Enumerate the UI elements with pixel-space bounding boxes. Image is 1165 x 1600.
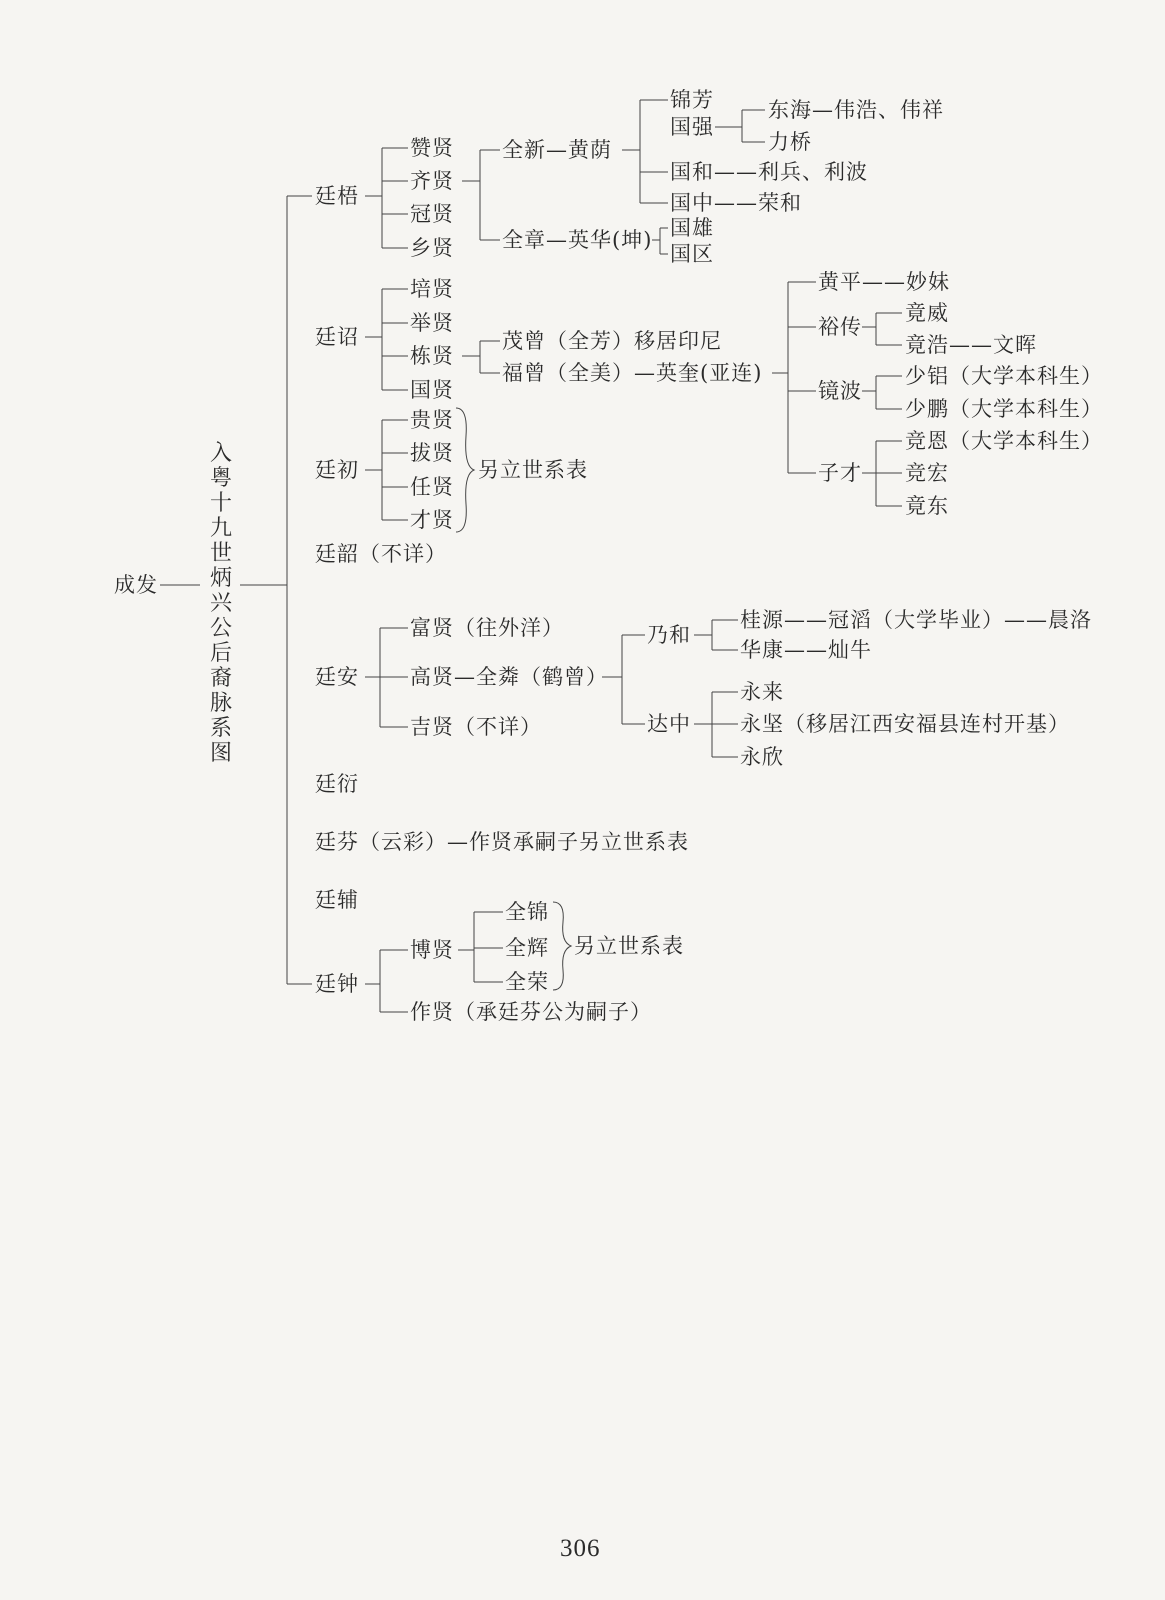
node-tingshao: 廷韶（不详）	[315, 542, 447, 566]
node-quanzhang: 全章—英华(坤)	[502, 228, 653, 252]
node-jingdong: 竟东	[905, 494, 949, 518]
node-tingan: 廷安	[315, 665, 359, 689]
node-tingzhao: 廷诏	[315, 325, 359, 349]
node-yongxin: 永欣	[740, 745, 784, 769]
node-yonglai: 永来	[740, 680, 784, 704]
node-shaopeng: 少鹏（大学本科生）	[905, 397, 1103, 421]
node-xiangxian: 乡贤	[410, 236, 454, 260]
node-zuoxian: 作贤（承廷芬公为嗣子）	[410, 1000, 652, 1024]
node-baxian: 拔贤	[410, 441, 454, 465]
node-qixian: 齐贤	[410, 169, 454, 193]
node-caixian: 才贤	[410, 508, 454, 532]
node-fuzeng: 福曾（全美）—英奎(亚连)	[502, 361, 763, 385]
node-jingwei: 竟威	[905, 301, 949, 325]
node-jingen: 竞恩（大学本科生）	[905, 429, 1103, 453]
node-quanjin: 全锦	[505, 900, 549, 924]
node-boxian: 博贤	[410, 938, 454, 962]
node-quanhui: 全辉	[505, 936, 549, 960]
node-huangping: 黄平——妙妹	[818, 270, 950, 294]
node-guoqiang: 国强	[670, 115, 714, 139]
node-fuxian: 富贤（往外洋）	[410, 616, 564, 640]
node-liqiao: 力桥	[768, 130, 812, 154]
node-donghai: 东海—伟浩、伟祥	[768, 98, 944, 122]
node-quanxin: 全新—黄荫	[502, 138, 612, 162]
node-guixian: 贵贤	[410, 408, 454, 432]
node-guoxiong: 国雄	[670, 216, 714, 240]
diagram-title-vertical: 入粤十九世炳兴公后裔脉系图	[209, 441, 232, 766]
node-juxian: 举贤	[410, 311, 454, 335]
node-tingchu: 廷初	[315, 458, 359, 482]
node-guohe: 国和——利兵、利波	[670, 160, 868, 184]
node-tingwu: 廷梧	[315, 184, 359, 208]
node-dazhong: 达中	[647, 712, 691, 736]
node-peixian: 培贤	[410, 277, 454, 301]
node-tingfen: 廷芬（云彩）—作贤承嗣子另立世系表	[315, 830, 689, 854]
node-jixian: 吉贤（不详）	[410, 715, 542, 739]
page-number: 306	[560, 1535, 601, 1562]
node-yongjian: 永坚（移居江西安福县连村开基）	[740, 712, 1070, 736]
node-guoxian: 国贤	[410, 378, 454, 402]
node-jinghao: 竟浩——文晖	[905, 333, 1037, 357]
node-zicai: 子才	[818, 461, 862, 485]
node-guozhong: 国中——荣和	[670, 191, 802, 215]
node-tingfu: 廷辅	[315, 888, 359, 912]
node-jinghong: 竞宏	[905, 461, 949, 485]
node-guanxian: 冠贤	[410, 202, 454, 226]
node-guiyuan: 桂源——冠滔（大学毕业）——晨洛	[740, 608, 1092, 632]
node-dongxian: 栋贤	[410, 344, 454, 368]
node-guoqu: 国区	[670, 242, 714, 266]
node-jinfang: 锦芳	[670, 88, 714, 112]
node-huakang: 华康——灿牛	[740, 638, 872, 662]
node-gaoxian: 高贤—全粦（鹤曾）	[410, 665, 608, 689]
node-tingzhong: 廷钟	[315, 972, 359, 996]
node-zanxian: 赞贤	[410, 136, 454, 160]
note-separate-table-zhong: 另立世系表	[574, 934, 684, 958]
node-shaolv: 少铝（大学本科生）	[905, 364, 1103, 388]
node-maozeng: 茂曾（全芳）移居印尼	[502, 329, 722, 353]
root-ancestor: 成发	[114, 573, 158, 597]
node-jingbo: 镜波	[818, 379, 862, 403]
node-naihe: 乃和	[647, 623, 691, 647]
node-renxian: 任贤	[410, 475, 454, 499]
node-tingyan: 廷衍	[315, 772, 359, 796]
node-yuchuan: 裕传	[818, 315, 862, 339]
node-quanrong: 全荣	[505, 970, 549, 994]
note-separate-table-chu: 另立世系表	[478, 458, 588, 482]
